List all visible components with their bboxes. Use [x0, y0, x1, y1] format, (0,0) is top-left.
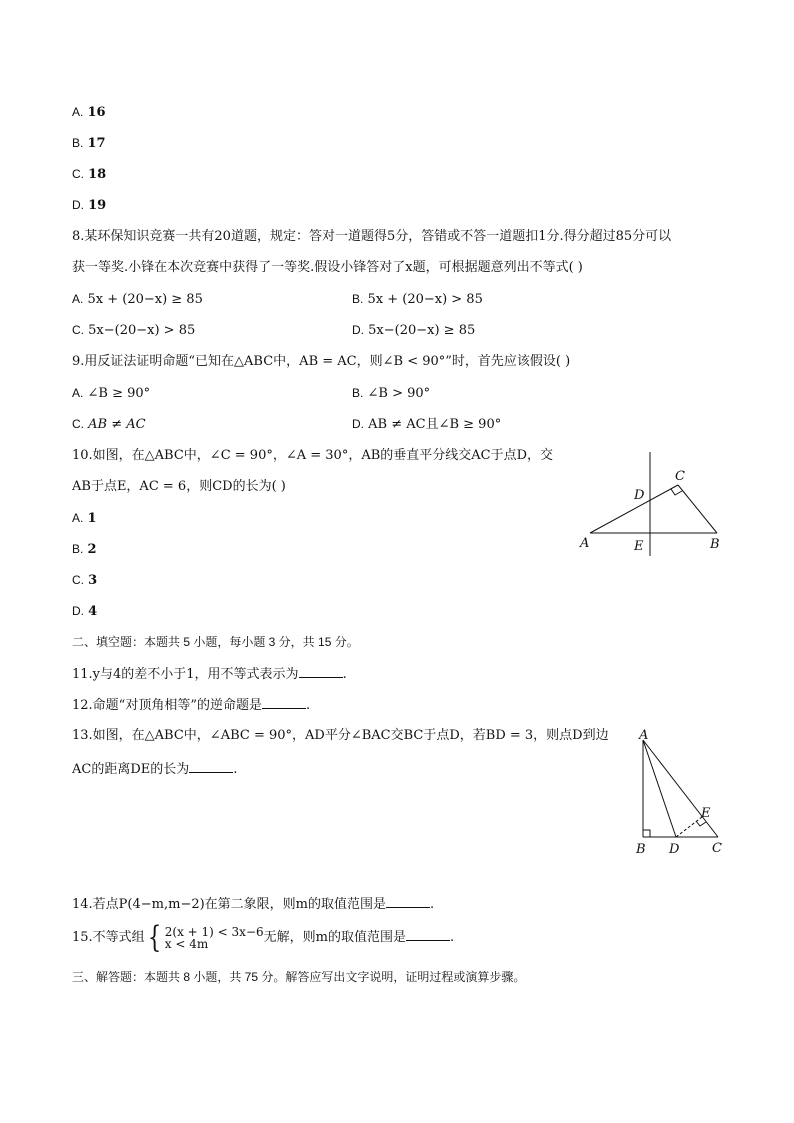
- q10-stem-line2: AB于点E，AC = 6，则CD的长为( ): [72, 479, 286, 494]
- section-3-heading: 三、解答题：本题共 8 小题，共 75 分。解答应写出文字说明，证明过程或演算步骤。: [72, 970, 526, 984]
- q7-option-d: D. 19: [72, 198, 107, 213]
- q13-answer-blank[interactable]: [189, 760, 233, 773]
- q10-option-c: C. 3: [72, 573, 98, 588]
- q10-figure: [570, 450, 740, 565]
- q10-right-angle-mark: [671, 489, 682, 495]
- q9-option-b: B. ∠B > 90°: [352, 386, 431, 401]
- q13-side-ac: [643, 740, 718, 837]
- q7-option-c: C. 18: [72, 167, 107, 182]
- q11-answer-blank[interactable]: [299, 665, 343, 678]
- q13-right-angle-e: [696, 821, 706, 826]
- q10-label-d: D: [634, 488, 645, 503]
- q9-option-d: D. AB ≠ AC且∠B ≥ 90°: [352, 417, 502, 432]
- q13-label-b: B: [636, 842, 646, 857]
- q10-side-bc: [678, 485, 717, 533]
- q10-label-e: E: [634, 539, 644, 554]
- q14: 14.若点P(4−m,m−2)在第二象限，则m的取值范围是 .: [72, 897, 435, 912]
- q8-stem-line2: 获一等奖.小锋在本次竞赛中获得了一等奖.假设小锋答对了x题，可根据题意列出不等式( ): [72, 260, 583, 275]
- q10-label-b: B: [710, 537, 720, 552]
- q13-label-a: A: [639, 728, 649, 743]
- q7-option-b: B. 17: [72, 136, 106, 151]
- q13-segment-de: [676, 817, 702, 837]
- q15: 15.不等式组 { 2(x + 1) < 3x−6 x < 4m 无解，则m的取值范围是 .: [72, 919, 455, 955]
- q13-label-e: E: [701, 806, 711, 821]
- q7-option-a: A. 16: [72, 105, 106, 120]
- q13-right-angle-b: [643, 830, 650, 837]
- q8-option-c: C. 5x−(20−x) > 85: [72, 323, 196, 338]
- q12-answer-blank[interactable]: [262, 696, 306, 709]
- q8-option-b: B. 5x + (20−x) > 85: [352, 292, 483, 307]
- q15-inequality-system: [145, 919, 264, 955]
- q8-stem-line1: 8.某环保知识竞赛一共有20道题，规定：答对一道题得5分，答错或不答一道题扣1分.得分超过85分可以: [72, 229, 672, 244]
- q9-stem: 9.用反证法证明命题“已知在△ABC中，AB = AC，则∠B < 90°”时，首先应该假设( ): [72, 354, 571, 369]
- q14-answer-blank[interactable]: [386, 895, 430, 908]
- q10-option-d: D. 4: [72, 604, 98, 619]
- q13-stem-line2: AC的距离DE的长为 .: [72, 762, 238, 777]
- q9-option-a: A. ∠B ≥ 90°: [72, 386, 151, 401]
- q13-stem-line1: 13.如图，在△ABC中，∠ABC = 90°，AD平分∠BAC交BC于点D，若BD = 3，则点D到边: [72, 728, 609, 743]
- q15-answer-blank[interactable]: [406, 928, 450, 941]
- q15-row1: 2(x + 1) < 3x−6: [164, 924, 264, 939]
- q10-stem-line1: 10.如图，在△ABC中，∠C = 90°，∠A = 30°，AB的垂直平分线交AC于点D，交: [72, 448, 554, 463]
- q9-option-c: C. AB ≠ AC: [72, 417, 146, 432]
- q10-label-c: C: [675, 469, 685, 484]
- section-2-heading: 二、填空题：本题共 5 小题，每小题 3 分，共 15 分。: [72, 635, 359, 649]
- q8-option-a: A. 5x + (20−x) ≥ 85: [72, 292, 203, 307]
- q11: 11.y与4的差不小于1，用不等式表示为 .: [72, 667, 347, 682]
- q13-label-c: C: [712, 841, 722, 856]
- q15-row2: x < 4m: [164, 936, 209, 951]
- q15-brace: {: [147, 919, 161, 955]
- q13-bisector-ad: [643, 740, 676, 837]
- q8-option-d: D. 5x−(20−x) ≥ 85: [352, 323, 476, 338]
- q13-label-d: D: [669, 842, 680, 857]
- q10-option-a: A. 1: [72, 511, 97, 526]
- q12: 12.命题“对顶角相等”的逆命题是 .: [72, 698, 311, 713]
- q10-label-a: A: [580, 536, 590, 551]
- q10-option-b: B. 2: [72, 542, 97, 557]
- q13-figure: [630, 726, 730, 858]
